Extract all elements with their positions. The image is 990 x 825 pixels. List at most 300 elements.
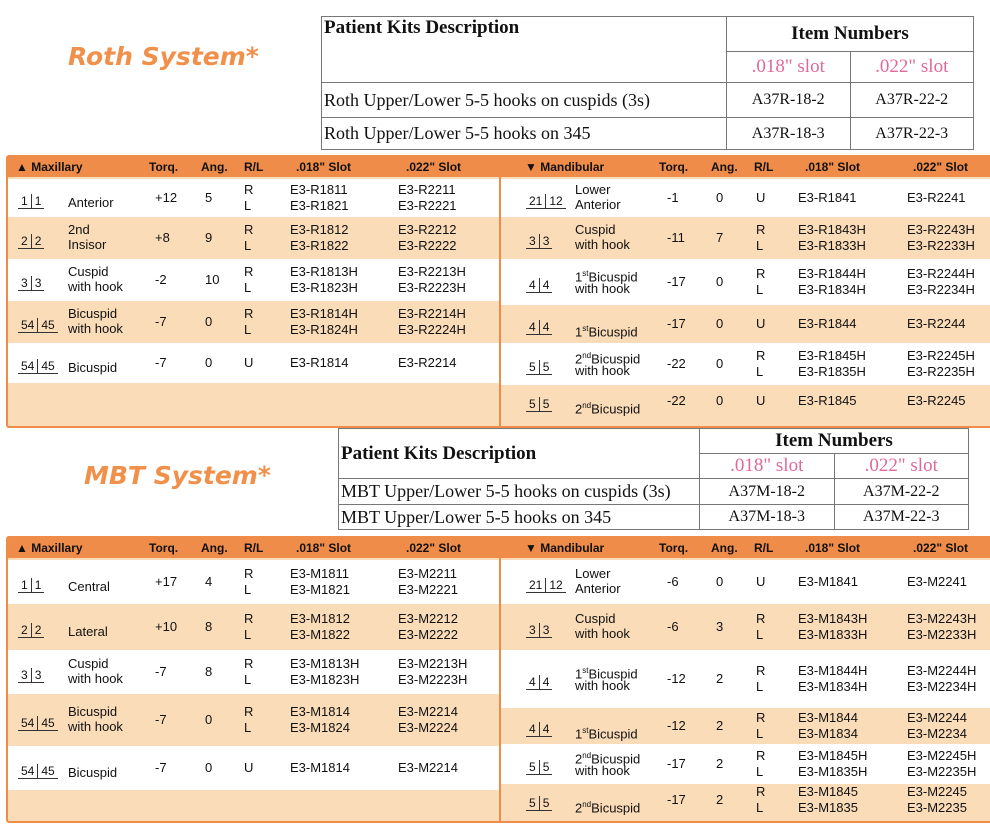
tooth-name: with hook (575, 626, 630, 641)
tooth-right-quadrant: 5 (526, 796, 540, 810)
part-number-018: E3-R1814H (290, 306, 358, 321)
tooth-left-quadrant: 45 (41, 716, 55, 730)
tooth-number (18, 234, 44, 249)
rl-value: U (756, 190, 766, 205)
mbt-system-title: MBT System* (84, 461, 271, 490)
rl-value: U (756, 574, 766, 589)
kit-description: Roth Upper/Lower 5-5 hooks on cuspids (3s) (322, 83, 727, 118)
tooth-right-quadrant: 5 (526, 760, 540, 774)
torque-header: Torq. (149, 541, 179, 555)
part-number-018: E3-M1821 (290, 582, 350, 597)
part-number-022: E3-M2245H (907, 748, 977, 763)
torque-value: -7 (155, 314, 167, 329)
part-number-018: E3-M1814 (290, 760, 350, 775)
part-number-022: E3-R2214H (398, 306, 466, 321)
part-number-022: E3-M2213H (398, 656, 468, 671)
angulation-value: 0 (716, 393, 724, 408)
tooth-name: with hook (68, 671, 123, 686)
angulation-value: 0 (716, 274, 724, 289)
tooth-right-quadrant: 4 (526, 278, 540, 292)
tooth-left-quadrant: 5 (542, 397, 550, 411)
kits-item-header: Item Numbers (727, 17, 974, 52)
tooth-name: Anterior (575, 197, 621, 212)
part-number-018: E3-R1844H (798, 266, 866, 281)
tooth-right-quadrant: 3 (18, 276, 32, 290)
tooth-name: 1stBicuspid (575, 666, 638, 682)
mandibular-row (501, 604, 990, 650)
rl-value: L (756, 238, 764, 253)
tooth-left-quadrant: 4 (542, 722, 550, 736)
tooth-name: Insisor (68, 237, 107, 252)
tooth-number (526, 278, 552, 293)
roth-bracket-panel (6, 155, 990, 428)
torque-value: -17 (667, 316, 686, 331)
part-number-018: E3-M1844H (798, 663, 868, 678)
rl-value: L (756, 679, 764, 694)
tooth-left-quadrant: 45 (41, 318, 55, 332)
part-number-018: E3-R1833H (798, 238, 866, 253)
part-number-022: E3-R2211 (398, 182, 456, 197)
kit-item-018: A37M-18-2 (700, 479, 835, 505)
torque-value: -2 (155, 272, 167, 287)
torque-value: -17 (667, 756, 686, 771)
part-number-018: E3-R1812 (290, 222, 349, 237)
tooth-left-quadrant: 2 (34, 623, 42, 637)
part-number-022: E3-M2235 (907, 800, 967, 815)
angulation-value: 0 (205, 712, 213, 727)
tooth-name: Bicuspid (68, 306, 118, 321)
part-number-018: E3-M1824 (290, 720, 350, 735)
rl-value: L (756, 726, 764, 741)
part-number-022: E3-M2214 (398, 760, 458, 775)
tooth-number (18, 359, 58, 374)
slot-022-header: .022" Slot (406, 160, 462, 174)
rl-value: L (756, 764, 764, 779)
kits-slot-018: .018" slot (700, 454, 835, 479)
part-number-018: E3-M1813H (290, 656, 360, 671)
tooth-name: 2ndBicuspid (575, 800, 641, 816)
kits-desc-header: Patient Kits Description (339, 429, 700, 479)
kit-description: MBT Upper/Lower 5-5 hooks on cuspids (3s) (339, 479, 700, 505)
tooth-left-quadrant: 4 (542, 278, 550, 292)
tooth-name: with hook (68, 321, 123, 336)
tooth-name: Anterior (575, 581, 621, 596)
mandibular-row (501, 744, 990, 784)
torque-value: -22 (667, 393, 686, 408)
tooth-name: 2nd (68, 222, 90, 237)
part-number-018: E3-R1845H (798, 348, 866, 363)
tooth-name: Bicuspid (68, 704, 118, 719)
angulation-value: 5 (205, 190, 213, 205)
tooth-right-quadrant: 54 (18, 716, 38, 730)
part-number-018: E3-M1834 (798, 726, 858, 741)
part-number-022: E3-R2222 (398, 238, 457, 253)
tooth-right-quadrant: 4 (526, 320, 540, 334)
tooth-name: with hook (68, 279, 123, 294)
slot-022-header: .022" Slot (913, 160, 969, 174)
kits-item-header: Item Numbers (700, 429, 969, 454)
tooth-left-quadrant: 3 (34, 276, 42, 290)
maxillary-row (8, 650, 499, 694)
tooth-left-quadrant: 3 (542, 234, 550, 248)
part-number-022: E3-R2245 (907, 393, 966, 408)
tooth-left-quadrant: 5 (542, 760, 550, 774)
part-number-022: E3-R2221 (398, 198, 457, 213)
part-number-022: E3-M2243H (907, 611, 977, 626)
angulation-value: 0 (205, 314, 213, 329)
tooth-name: Lower (575, 566, 611, 581)
tooth-number (18, 578, 44, 593)
part-number-018: E3-M1823H (290, 672, 360, 687)
part-number-018: E3-R1844 (798, 316, 857, 331)
mandibular-row (501, 305, 990, 343)
part-number-018: E3-M1844 (798, 710, 858, 725)
kits-slot-022: .022" slot (850, 52, 974, 83)
kit-item-022: A37M-22-2 (834, 479, 969, 505)
slot-018-header: .018" Slot (296, 160, 352, 174)
part-number-018: E3-R1835H (798, 364, 866, 379)
rl-value: L (244, 720, 252, 735)
angulation-value: 7 (716, 230, 724, 245)
mbt-bracket-panel (6, 536, 990, 823)
tooth-name: with hook (68, 719, 123, 734)
angulation-value: 0 (716, 574, 724, 589)
kit-item-022: A37R-22-2 (850, 83, 974, 118)
rl-value: R (244, 222, 254, 237)
kits-desc-header: Patient Kits Description (322, 17, 727, 83)
tooth-name: with hook (575, 237, 630, 252)
tooth-left-quadrant: 1 (34, 578, 42, 592)
tooth-left-quadrant: 5 (542, 796, 550, 810)
torque-value: -7 (155, 712, 167, 727)
angulation-header: Ang. (201, 541, 228, 555)
tooth-number (526, 796, 552, 811)
part-number-018: E3-M1835 (798, 800, 858, 815)
torque-value: -6 (667, 574, 679, 589)
kit-description: Roth Upper/Lower 5-5 hooks on 345 (322, 118, 727, 150)
part-number-018: E3-M1814 (290, 704, 350, 719)
rl-header: R/L (244, 541, 264, 555)
rl-value: R (244, 704, 254, 719)
rl-value: L (244, 627, 252, 642)
angulation-value: 0 (716, 316, 724, 331)
angulation-header: Ang. (711, 541, 738, 555)
maxillary-row (8, 301, 499, 343)
tooth-name: Cuspid (575, 222, 616, 237)
part-number-022: E3-R2212 (398, 222, 457, 237)
rl-header: R/L (754, 160, 774, 174)
tooth-name: 1stBicuspid (575, 269, 638, 285)
part-number-022: E3-R2244H (907, 266, 975, 281)
rl-value: R (756, 611, 766, 626)
tooth-number (18, 764, 58, 779)
part-number-018: E3-R1813H (290, 264, 358, 279)
angulation-value: 10 (205, 272, 220, 287)
rl-value: R (244, 264, 254, 279)
mandibular-row (501, 343, 990, 385)
rl-header: R/L (754, 541, 774, 555)
rl-value: R (756, 748, 766, 763)
tooth-left-quadrant: 2 (34, 234, 42, 248)
tooth-name: Cuspid (575, 611, 616, 626)
maxillary-row (8, 179, 499, 217)
tooth-right-quadrant: 3 (18, 668, 32, 682)
torque-value: -12 (667, 671, 686, 686)
rl-value: R (756, 784, 766, 799)
tooth-number (526, 360, 552, 375)
part-number-022: E3-R2234H (907, 282, 975, 297)
tooth-name: Anterior (68, 195, 114, 210)
torque-value: -1 (667, 190, 679, 205)
tooth-left-quadrant: 3 (542, 623, 550, 637)
part-number-018: E3-R1823H (290, 280, 358, 295)
kits-slot-022: .022" slot (834, 454, 969, 479)
tooth-number (526, 675, 552, 690)
rl-value: L (244, 672, 252, 687)
part-number-018: E3-R1843H (798, 222, 866, 237)
part-number-022: E3-R2214 (398, 355, 457, 370)
tooth-left-quadrant: 4 (542, 320, 550, 334)
slot-022-header: .022" Slot (913, 541, 969, 555)
slot-018-header: .018" Slot (805, 541, 861, 555)
tooth-name: 2ndBicuspid (575, 401, 641, 417)
part-number-022: E3-R2223H (398, 280, 466, 295)
maxillary-row (8, 259, 499, 301)
rl-value: R (244, 656, 254, 671)
kit-item-022: A37R-22-3 (850, 118, 974, 150)
tooth-name: Cuspid (68, 264, 109, 279)
rl-value: L (756, 627, 764, 642)
part-number-018: E3-M1841 (798, 574, 858, 589)
mandibular-row (501, 217, 990, 259)
tooth-number (526, 234, 552, 249)
tooth-left-quadrant: 1 (34, 194, 42, 208)
tooth-name: Bicuspid (68, 360, 118, 375)
tooth-right-quadrant: 21 (526, 194, 546, 208)
tooth-number (18, 318, 58, 333)
rl-value: R (756, 222, 766, 237)
slot-018-header: .018" Slot (296, 541, 352, 555)
tooth-number (18, 668, 44, 683)
tooth-right-quadrant: 3 (526, 234, 540, 248)
tooth-name: Lateral (68, 624, 108, 639)
part-number-022: E3-M2245 (907, 784, 967, 799)
part-number-022: E3-M2222 (398, 627, 458, 642)
maxillary-header: ▲ Maxillary (16, 160, 83, 174)
part-number-018: E3-M1811 (290, 566, 350, 581)
tooth-number (526, 397, 552, 412)
part-number-018: E3-M1843H (798, 611, 868, 626)
torque-value: -12 (667, 718, 686, 733)
part-number-018: E3-M1834H (798, 679, 868, 694)
tooth-name: 2ndBicuspid (575, 351, 641, 367)
maxillary-row (8, 746, 499, 790)
tooth-number (18, 623, 44, 638)
tooth-right-quadrant: 5 (526, 397, 540, 411)
part-number-022: E3-R2233H (907, 238, 975, 253)
tooth-left-quadrant: 12 (549, 578, 563, 592)
tooth-right-quadrant: 1 (18, 578, 32, 592)
torque-value: -7 (155, 760, 167, 775)
part-number-022: E3-M2233H (907, 627, 977, 642)
tooth-name: 1stBicuspid (575, 726, 638, 742)
part-number-022: E3-M2244 (907, 710, 967, 725)
torque-value: +17 (155, 574, 178, 589)
angulation-value: 9 (205, 230, 213, 245)
angulation-value: 2 (716, 718, 724, 733)
tooth-name: with hook (575, 281, 630, 296)
torque-value: -17 (667, 792, 686, 807)
part-number-022: E3-M2234H (907, 679, 977, 694)
roth-kits-table (321, 16, 974, 150)
kits-slot-018: .018" slot (727, 52, 851, 83)
tooth-number (526, 760, 552, 775)
rl-value: U (244, 355, 254, 370)
tooth-name: with hook (575, 363, 630, 378)
tooth-right-quadrant: 2 (18, 623, 32, 637)
torque-value: -7 (155, 355, 167, 370)
tooth-number (18, 194, 44, 209)
torque-header: Torq. (659, 541, 689, 555)
rl-value: R (244, 306, 254, 321)
angulation-header: Ang. (711, 160, 738, 174)
rl-value: L (756, 364, 764, 379)
tooth-number (526, 194, 566, 209)
tooth-name: with hook (575, 678, 630, 693)
tooth-number (526, 623, 552, 638)
angulation-header: Ang. (201, 160, 228, 174)
part-number-022: E3-R2245H (907, 348, 975, 363)
tooth-number (526, 320, 552, 335)
kit-item-018: A37M-18-3 (700, 505, 835, 530)
angulation-value: 2 (716, 792, 724, 807)
kit-description: MBT Upper/Lower 5-5 hooks on 345 (339, 505, 700, 530)
tooth-name: Lower (575, 182, 611, 197)
tooth-left-quadrant: 4 (542, 675, 550, 689)
tooth-name: 1stBicuspid (575, 324, 638, 340)
slot-018-header: .018" Slot (805, 160, 861, 174)
part-number-022: E3-M2241 (907, 574, 967, 589)
part-number-018: E3-R1824H (290, 322, 358, 337)
part-number-018: E3-R1811 (290, 182, 348, 197)
part-number-022: E3-M2235H (907, 764, 977, 779)
angulation-value: 0 (205, 355, 213, 370)
part-number-022: E3-M2224 (398, 720, 458, 735)
maxillary-row (8, 560, 499, 604)
part-number-018: E3-R1822 (290, 238, 349, 253)
rl-value: L (244, 582, 252, 597)
torque-value: +10 (155, 619, 178, 634)
tooth-right-quadrant: 4 (526, 722, 540, 736)
angulation-value: 8 (205, 664, 213, 679)
tooth-number (526, 578, 566, 593)
part-number-018: E3-M1812 (290, 611, 350, 626)
part-number-022: E3-R2235H (907, 364, 975, 379)
part-number-018: E3-M1845H (798, 748, 868, 763)
rl-value: R (244, 566, 254, 581)
tooth-left-quadrant: 45 (41, 764, 55, 778)
part-number-022: E3-R2243H (907, 222, 975, 237)
part-number-022: E3-M2212 (398, 611, 458, 626)
part-number-022: E3-M2244H (907, 663, 977, 678)
part-number-022: E3-R2224H (398, 322, 466, 337)
part-number-018: E3-M1835H (798, 764, 868, 779)
tooth-name: Cuspid (68, 656, 109, 671)
rl-value: U (756, 393, 766, 408)
panel-header-bar (8, 538, 990, 558)
tooth-left-quadrant: 3 (34, 668, 42, 682)
angulation-value: 0 (716, 356, 724, 371)
angulation-value: 4 (205, 574, 213, 589)
tooth-right-quadrant: 2 (18, 234, 32, 248)
rl-value: L (756, 800, 764, 815)
angulation-value: 0 (716, 190, 724, 205)
tooth-name: with hook (575, 763, 630, 778)
mandibular-row (501, 385, 990, 417)
part-number-018: E3-M1845 (798, 784, 858, 799)
panel-header-bar (8, 157, 990, 177)
part-number-022: E3-M2214 (398, 704, 458, 719)
rl-value: U (244, 760, 254, 775)
rl-value: L (756, 282, 764, 297)
torque-header: Torq. (659, 160, 689, 174)
tooth-left-quadrant: 5 (542, 360, 550, 374)
roth-system-title: Roth System* (68, 42, 259, 71)
slot-022-header: .022" Slot (406, 541, 462, 555)
mandibular-row (501, 708, 990, 744)
rl-value: U (756, 316, 766, 331)
torque-value: -7 (155, 664, 167, 679)
rl-value: R (756, 710, 766, 725)
part-number-018: E3-R1845 (798, 393, 857, 408)
mandibular-row (501, 784, 990, 816)
part-number-018: E3-R1841 (798, 190, 857, 205)
part-number-022: E3-M2234 (907, 726, 967, 741)
rl-value: L (244, 198, 252, 213)
rl-value: L (244, 238, 252, 253)
part-number-018: E3-R1814 (290, 355, 349, 370)
tooth-number (18, 276, 44, 291)
rl-header: R/L (244, 160, 264, 174)
maxillary-row (8, 604, 499, 650)
part-number-022: E3-R2244 (907, 316, 966, 331)
angulation-value: 3 (716, 619, 724, 634)
part-number-018: E3-M1822 (290, 627, 350, 642)
part-number-018: E3-R1834H (798, 282, 866, 297)
part-number-022: E3-R2241 (907, 190, 966, 205)
rl-value: R (756, 663, 766, 678)
part-number-018: E3-M1833H (798, 627, 868, 642)
angulation-value: 8 (205, 619, 213, 634)
mandibular-row (501, 179, 990, 217)
tooth-number (526, 722, 552, 737)
rl-value: R (756, 266, 766, 281)
maxillary-header: ▲ Maxillary (16, 541, 83, 555)
torque-value: -17 (667, 274, 686, 289)
maxillary-row (8, 694, 499, 746)
torque-value: -11 (667, 230, 685, 245)
mandibular-row (501, 650, 990, 708)
tooth-right-quadrant: 1 (18, 194, 32, 208)
tooth-name: Central (68, 579, 110, 594)
mandibular-header: ▼ Mandibular (525, 541, 605, 555)
part-number-022: E3-M2211 (398, 566, 458, 581)
torque-header: Torq. (149, 160, 179, 174)
maxillary-row (8, 217, 499, 259)
rl-value: R (756, 348, 766, 363)
maxillary-row (8, 343, 499, 383)
rl-value: L (244, 280, 252, 295)
